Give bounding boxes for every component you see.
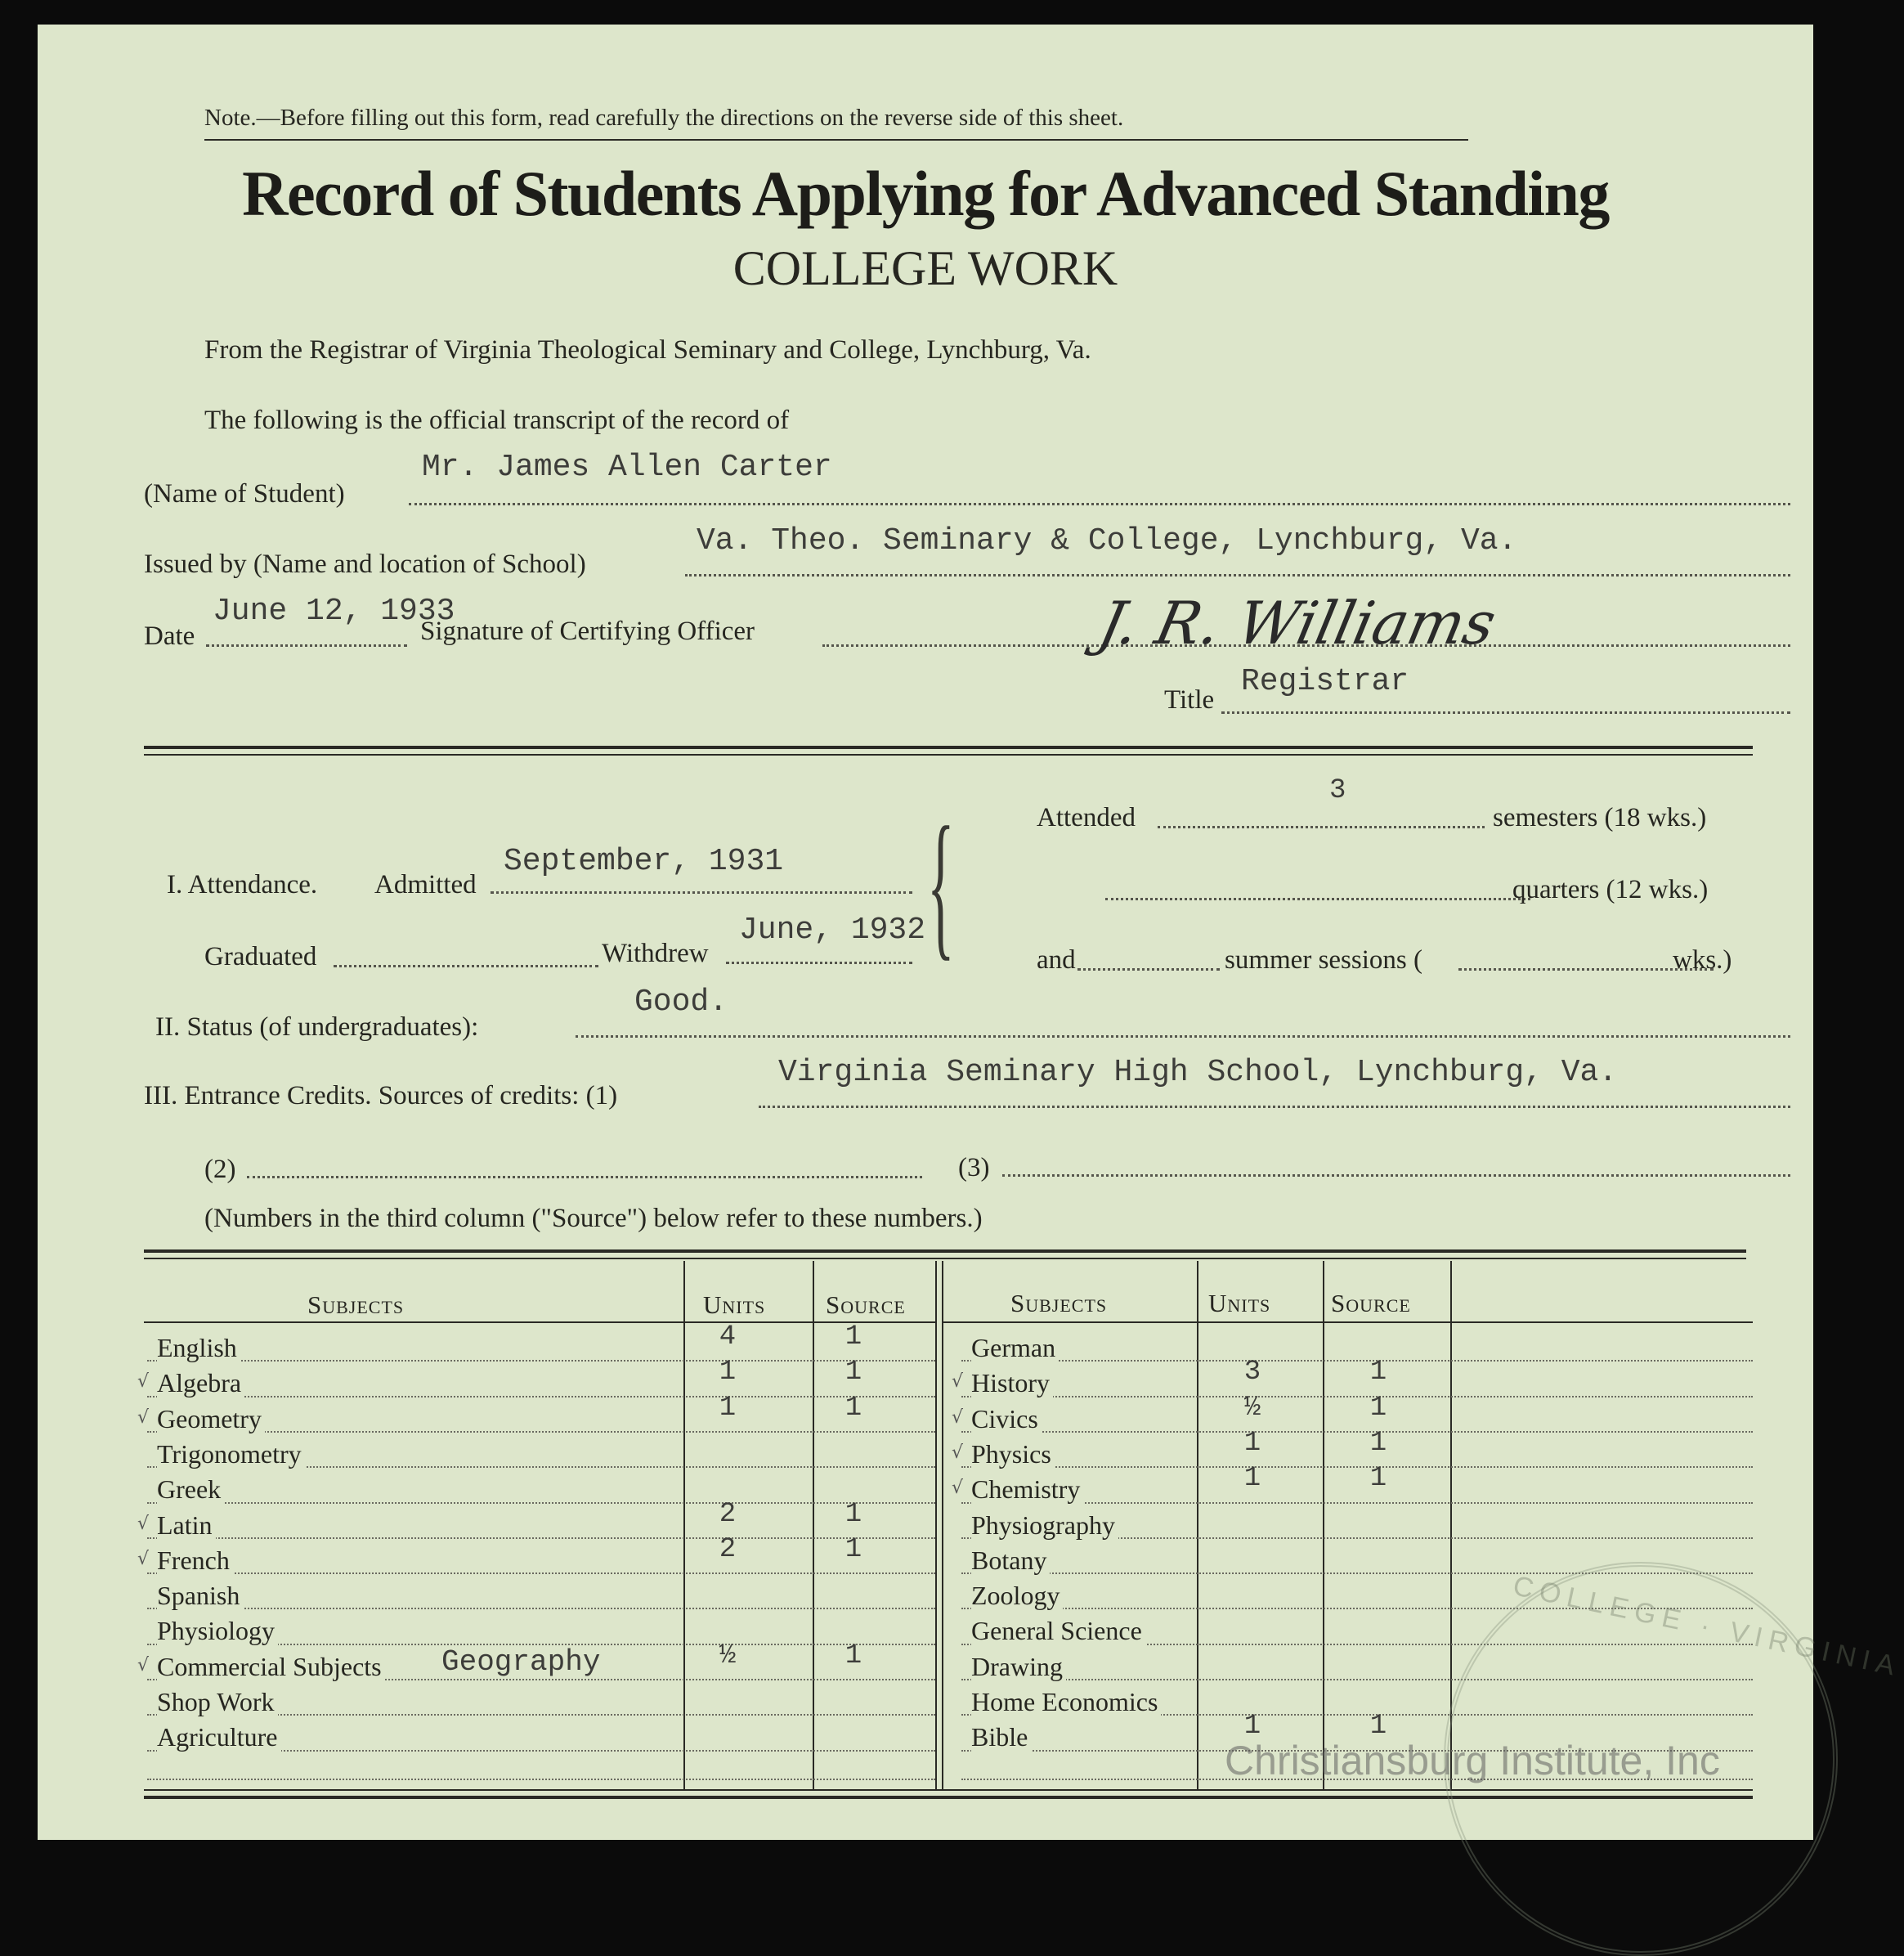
summer-sessions-label: summer sessions (	[1225, 945, 1422, 975]
entrance-credits-label: III. Entrance Credits. Sources of credits: (1)	[144, 1081, 618, 1110]
check-mark-icon: √	[952, 1371, 964, 1393]
officer-title-line	[1221, 711, 1790, 714]
summer-count-line	[1077, 968, 1220, 971]
section-rule-top-b	[144, 754, 1753, 756]
right-source-value: 1	[1369, 1357, 1387, 1388]
table-row-line	[147, 1360, 935, 1362]
right-subject-name: Botany	[971, 1546, 1050, 1576]
right-subject-name: Zoology	[971, 1581, 1063, 1611]
graduated-line	[334, 965, 598, 967]
check-mark-icon: √	[952, 1406, 964, 1428]
right-units-value: 3	[1243, 1357, 1261, 1388]
registrar-line: From the Registrar of Virginia Theological Seminary and College, Lynchburg, Va.	[204, 335, 1091, 365]
table-rule-top-b	[144, 1258, 1746, 1259]
left-units-value: ½	[719, 1640, 737, 1671]
right-units-value: ½	[1243, 1392, 1261, 1424]
left-subject-name: Geometry	[157, 1404, 265, 1434]
check-mark-icon: √	[952, 1442, 964, 1463]
semesters-label: semesters (18 wks.)	[1493, 803, 1707, 832]
left-source-value: 1	[844, 1640, 862, 1671]
status-value: Good.	[634, 985, 728, 1020]
form-title: Record of Students Applying for Advanced Standing	[242, 158, 1609, 229]
left-header-source: Source	[826, 1290, 906, 1319]
form-sheet	[38, 25, 1904, 1840]
right-subject-name: Bible	[971, 1722, 1031, 1752]
left-source-value: 1	[844, 1321, 862, 1353]
admitted-line	[491, 891, 912, 894]
table-row-line	[147, 1572, 935, 1574]
note-text: Note.—Before filling out this form, read carefully the directions on the reverse side of this sheet.	[204, 105, 1124, 131]
admitted-value: September, 1931	[504, 844, 784, 879]
right-column-rule	[1323, 1261, 1324, 1789]
issued-by-label: Issued by (Name and location of School)	[144, 550, 586, 579]
right-units-value: 1	[1243, 1463, 1261, 1495]
left-subject-name: Physiology	[157, 1616, 278, 1646]
right-subject-name: Physiography	[971, 1510, 1118, 1541]
left-source-value: 1	[844, 1533, 862, 1565]
right-header-units: Units	[1208, 1289, 1271, 1317]
left-source-value: 1	[844, 1392, 862, 1424]
right-subject-name: Home Economics	[971, 1687, 1161, 1717]
officer-title-value: Registrar	[1241, 664, 1409, 699]
withdrew-label: Withdrew	[602, 939, 709, 968]
left-column-rule	[813, 1261, 814, 1789]
table-row-line	[147, 1608, 935, 1609]
right-source-value: 1	[1369, 1463, 1387, 1495]
left-subject-name: Latin	[157, 1510, 216, 1541]
left-subject-name: French	[157, 1546, 233, 1576]
table-row-line	[147, 1779, 935, 1780]
left-header-rule	[144, 1321, 935, 1323]
note-underline	[204, 139, 1468, 141]
issued-by-value: Va. Theo. Seminary & College, Lynchburg, Va.	[697, 523, 1517, 559]
right-source-value: 1	[1369, 1392, 1387, 1424]
source-footnote: (Numbers in the third column ("Source") below refer to these numbers.)	[204, 1204, 983, 1233]
seal-text: COLLEGE · VIRGINIA	[1510, 1570, 1904, 1683]
student-name-value: Mr. James Allen Carter	[422, 450, 832, 485]
table-rule-top-a	[144, 1249, 1746, 1253]
right-source-value: 1	[1369, 1427, 1387, 1459]
right-units-value: 1	[1243, 1427, 1261, 1459]
left-subject-name: Algebra	[157, 1368, 244, 1398]
right-subject-name: History	[971, 1368, 1053, 1398]
left-subject-name: Commercial Subjects	[157, 1652, 385, 1682]
right-column-rule	[1197, 1261, 1198, 1789]
left-subject-name: Agriculture	[157, 1722, 281, 1752]
attendance-brace: {	[927, 794, 955, 975]
left-units-value: 2	[719, 1533, 737, 1565]
table-row-line	[147, 1502, 935, 1504]
right-subject-name: Drawing	[971, 1652, 1066, 1682]
table-row-line	[147, 1537, 935, 1539]
source2-label: (2)	[204, 1155, 236, 1184]
check-mark-icon: √	[137, 1406, 150, 1428]
left-subject-name: English	[157, 1333, 240, 1363]
intro-line: The following is the official transcript of the record of	[204, 406, 790, 435]
left-units-value: 2	[719, 1498, 737, 1530]
right-subject-name: Chemistry	[971, 1474, 1083, 1505]
left-source-value: 1	[844, 1357, 862, 1388]
status-label: II. Status (of undergraduates):	[155, 1012, 479, 1042]
quarters-line	[1105, 898, 1530, 900]
check-mark-icon: √	[952, 1478, 964, 1499]
check-mark-icon: √	[137, 1513, 150, 1534]
left-subject-name: Greek	[157, 1474, 224, 1505]
withdrew-line	[726, 962, 912, 964]
right-units-value: 1	[1243, 1711, 1261, 1743]
watermark-text: Christiansburg Institute, Inc	[1225, 1738, 1720, 1783]
signature-value: J. R. Williams	[1093, 589, 1502, 657]
table-row-line	[147, 1431, 935, 1433]
date-value: June 12, 1933	[213, 594, 455, 629]
left-typed-subject: Geography	[441, 1644, 601, 1679]
admitted-label: Admitted	[374, 870, 477, 899]
source2-line	[247, 1176, 922, 1178]
left-units-value: 1	[719, 1357, 737, 1388]
left-units-value: 1	[719, 1392, 737, 1424]
left-source-value: 1	[844, 1498, 862, 1530]
right-header-subjects: Subjects	[1010, 1289, 1108, 1317]
source3-line	[1002, 1174, 1790, 1177]
left-units-value: 4	[719, 1321, 737, 1353]
status-line	[576, 1035, 1790, 1038]
left-subject-name: Trigonometry	[157, 1439, 305, 1469]
right-subject-name: General Science	[971, 1616, 1145, 1646]
source3-label: (3)	[958, 1153, 990, 1182]
check-mark-icon: √	[137, 1654, 150, 1676]
left-header-units: Units	[703, 1290, 766, 1319]
left-subject-name: Shop Work	[157, 1687, 278, 1717]
source1-value: Virginia Seminary High School, Lynchburg, Va.	[778, 1055, 1618, 1090]
source1-line	[759, 1106, 1790, 1108]
check-mark-icon: √	[137, 1548, 150, 1569]
attended-label: Attended	[1037, 803, 1136, 832]
student-name-line	[409, 503, 1790, 505]
table-row-line	[147, 1396, 935, 1397]
left-header-subjects: Subjects	[307, 1290, 405, 1319]
form-subtitle: COLLEGE WORK	[732, 241, 1118, 295]
left-subject-name: Spanish	[157, 1581, 243, 1611]
left-column-rule	[942, 1261, 943, 1789]
withdrew-value: June, 1932	[739, 913, 926, 948]
and-label: and	[1037, 945, 1076, 975]
issued-by-line	[685, 574, 1790, 576]
weeks-label: wks.)	[1673, 945, 1732, 975]
student-name-label: (Name of Student)	[144, 479, 345, 509]
right-header-rule	[942, 1321, 1753, 1323]
officer-title-label: Title	[1164, 685, 1215, 715]
left-column-rule	[935, 1261, 937, 1789]
date-label: Date	[144, 621, 195, 651]
graduated-label: Graduated	[204, 942, 317, 971]
right-header-source: Source	[1331, 1289, 1411, 1317]
attendance-heading: I. Attendance.	[167, 870, 318, 899]
right-subject-name: German	[971, 1333, 1059, 1363]
signature-label: Signature of Certifying Officer	[420, 617, 755, 646]
right-subject-name: Civics	[971, 1404, 1042, 1434]
section-rule-top-a	[144, 746, 1753, 749]
quarters-label: quarters (12 wks.)	[1512, 875, 1709, 904]
right-source-value: 1	[1369, 1711, 1387, 1743]
right-subject-name: Physics	[971, 1439, 1055, 1469]
attended-line	[1158, 826, 1485, 828]
date-line	[206, 644, 407, 647]
attended-value: 3	[1329, 775, 1346, 806]
left-column-rule	[683, 1261, 685, 1789]
check-mark-icon: √	[137, 1371, 150, 1393]
